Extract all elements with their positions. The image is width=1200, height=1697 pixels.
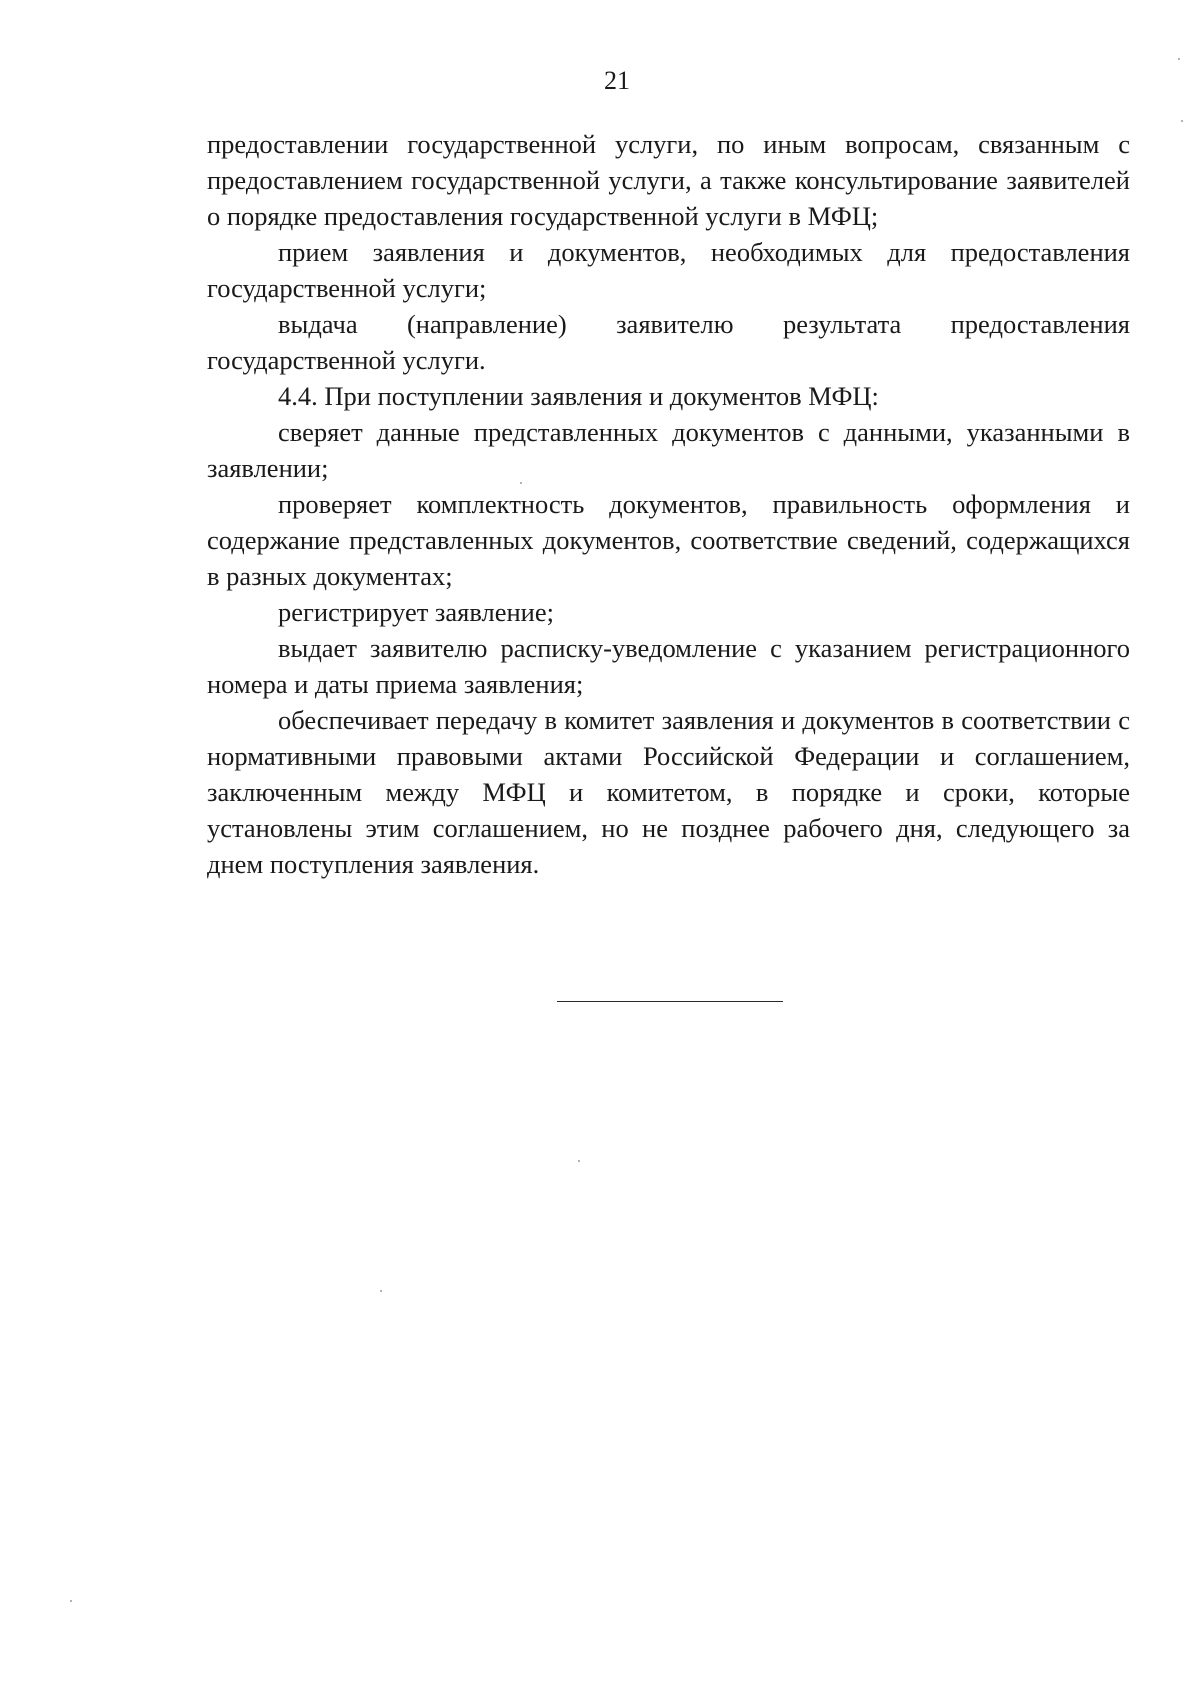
paragraph-transfer: обеспечивает передачу в комитет заявления и документов в соответствии с нормативными правовыми актами Российской Федерации и соглашением, заключенным между МФЦ и комитетом, в порядке и сроки, которые установлены этим соглашением, но не позднее рабочего дня, следующего за днем поступления заявления. xyxy=(207,705,1130,879)
scan-speck xyxy=(578,1160,580,1162)
scan-speck xyxy=(520,482,522,484)
scan-speck xyxy=(1181,120,1183,122)
end-of-text-rule xyxy=(557,1001,783,1002)
paragraph-issue-result: выдача (направление) заявителю результата предоставления государственной услуги. xyxy=(207,309,1130,375)
paragraph-check-completeness: проверяет комплектность документов, правильность оформления и содержание представленных документов, соответствие сведений, содержащихся в разных документах; xyxy=(207,489,1130,591)
page-number: 21 xyxy=(604,66,630,95)
scan-speck xyxy=(380,1290,382,1292)
scan-speck xyxy=(1178,58,1180,60)
scan-speck xyxy=(70,1600,72,1602)
paragraph-verify-data: сверяет данные представленных документов с данными, указанными в заявлении; xyxy=(207,417,1130,483)
paragraph-continuation: предоставлении государственной услуги, по иным вопросам, связанным с предоставлением государственной услуги, а также консультирование заявителей о порядке предоставления государственной услуги в МФЦ; xyxy=(207,129,1130,231)
paragraph-section-4-4: 4.4. При поступлении заявления и документов МФЦ: xyxy=(278,381,879,411)
paragraph-register: регистрирует заявление; xyxy=(278,597,554,627)
paragraph-issue-receipt: выдает заявителю расписку-уведомление с указанием регистрационного номера и даты приема заявления; xyxy=(207,633,1130,699)
document-body xyxy=(207,126,1130,882)
paragraph-accept-application: прием заявления и документов, необходимых для предоставления государственной услуги; xyxy=(207,237,1130,303)
